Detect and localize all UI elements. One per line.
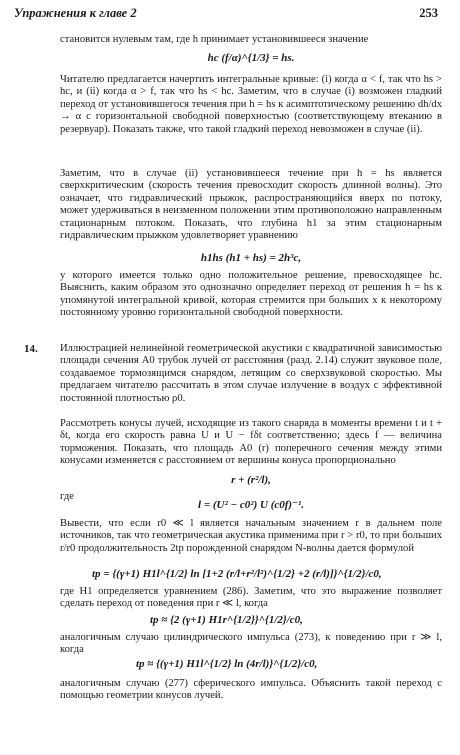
- paragraph-7: Вывести, что если r0 ≪ l является начальным значением r в дальнем поле источников, так что геометрическая акустика применима при r > r0, то при больших r/r0 продолжительность 2tp порожденной снарядом N-волны дается формулой: [60, 518, 442, 554]
- paragraph-3: Заметим, что в случае (ii) установившееся течение при h = hs является сверхкритическим (скорость течения превосходит скорость длинной волны). Это означает, что гидравлический прыжок, распространяющийся вверх по потоку, может удерживаться в неизменном положении этим противоположно направленным стационарным потоком. Показать, что глубина h1 за этим стационарным гидравлическим прыжком удовлетворяет уравнению: [60, 168, 442, 242]
- paragraph-4: у которого имеется только одно положительное решение, превосходящее hc. Выяснить, каким образом это однозначно определяет переход от решения h = hs к упомянутой интегральной кривой, которая стремится при больших x к некоторому постоянному уровню горизонтальной свободной поверхности.: [60, 270, 442, 319]
- paragraph-10: аналогичным случаю (277) сферического импульса. Объяснить такой переход с помощью геометрии конусов лучей.: [60, 678, 442, 702]
- paragraph-8: где H1 определяется уравнением (286). Заметим, что это выражение позволяет сделать переход от поведения при r ≪ l, когда: [60, 586, 442, 610]
- equation-7: tp ≈ {(γ+1) H1l^{1/2} ln (4r/l)}^{1/2}/c0,: [136, 658, 318, 670]
- exercise-number: 14.: [24, 343, 38, 355]
- equation-1: hc (f/α)^{1/3} = hs.: [207, 52, 295, 64]
- running-header: [0, 6, 460, 26]
- paragraph-5: Иллюстрацией нелинейной геометрической акустики с квадратичной зависимостью площади сечения A0 трубок лучей от расстояния (разд. 2.14) служит звуковое поле, создаваемое тормозящимся снарядом, летящим со сверхзвуковой скоростью. Мы предлагаем читателю рассчитать в этом случае излучение в воздух с эффективной постоянной плотностью ρ0.: [60, 343, 442, 404]
- paragraph-9: аналогичным случаю цилиндрического импульса (273), к поведению при r ≫ l, когда: [60, 632, 442, 656]
- chapter-section-title: Упражнения к главе 2: [14, 6, 137, 20]
- equation-4: l = (U² − c0²) U (c0f)⁻¹.: [198, 499, 304, 511]
- paragraph-1: становится нулевым там, где h принимает установившееся значение: [60, 34, 369, 45]
- paragraph-6: Рассмотреть конусы лучей, исходящие из такого снаряда в моменты времени t и t + δt, когда его скорость равна U и U − fδt соответственно; здесь f — величина торможения. Показать, что площадь A0 (r) поперечного сечения между этими конусами изменяется с расстоянием от вершины конуса пропорционально: [60, 418, 442, 467]
- equation-6: tp ≈ {2 (γ+1) H1r^{1/2}}^{1/2}/c0,: [150, 614, 303, 626]
- equation-5: tp = {(γ+1) H1l^{1/2} ln [1+2 (r/l+r²/l²)^{1/2} +2 (r/l)]}^{1/2}/c0,: [92, 568, 382, 580]
- page-number: 253: [419, 6, 438, 20]
- paragraph-2: Читателю предлагается начертить интегральные кривые: (i) когда α < f, так что hs > hc, и (ii) когда α > f, так что hs < hc. Заметим, что в случае (i) возможен гладкий переход от установившегося течения при h = hs к асимптотическому решению dh/dx → α с горизонтальной свободной поверхностью (соответствующему втеканию в резервуар). Показать также, что такой гладкий переход невозможен в случае (ii).: [60, 74, 442, 135]
- equation-2: h1hs (h1 + hs) = 2h³c,: [200, 252, 302, 264]
- equation-3: r + (r²/l),: [231, 474, 271, 486]
- where-label: где: [60, 491, 74, 502]
